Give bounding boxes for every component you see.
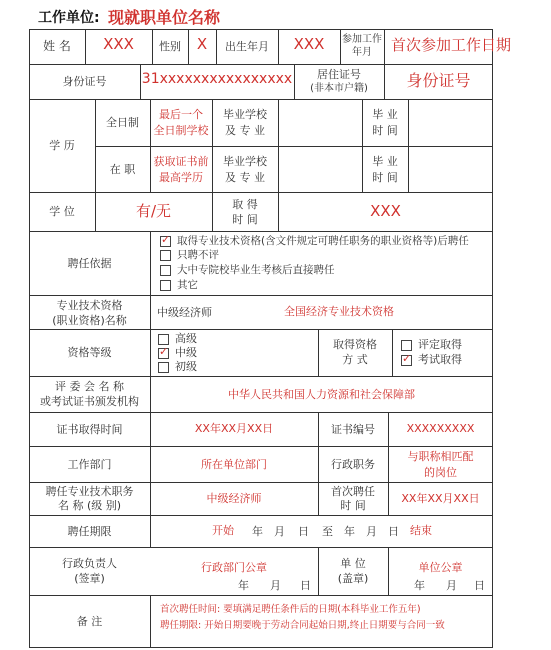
unit-label-2: (盖章) xyxy=(337,572,369,585)
term-month-1: 月 xyxy=(274,525,285,538)
school2-label-2: 及 专 业 xyxy=(225,171,265,184)
admin-label: 行政职务 xyxy=(331,458,375,471)
id-value: 31xxxxxxxxxxxxxxxx xyxy=(141,71,293,87)
fulltime-value-1: 最后一个 xyxy=(159,108,203,121)
school2-label-1: 毕业学校 xyxy=(223,155,267,168)
checkbox[interactable] xyxy=(158,334,169,345)
fulltime-value-2: 全日制学校 xyxy=(153,124,209,137)
grade-option[interactable]: 初级 xyxy=(158,360,197,373)
id-label: 身份证号 xyxy=(62,75,107,88)
first-value: XX年XX月XX日 xyxy=(401,492,480,505)
school-label-2: 及 专 业 xyxy=(225,124,265,137)
remarks-line-2: 聘任期限: 开始日期要晚于劳动合同起始日期,终止日期要与合同一致 xyxy=(160,620,445,631)
col-divider xyxy=(150,595,151,648)
basis-option[interactable]: 其它 xyxy=(160,279,198,292)
sign-month: 月 xyxy=(270,579,281,592)
admin-value-2: 的岗位 xyxy=(424,466,457,479)
school-label-1: 毕业学校 xyxy=(223,108,267,121)
unit-day: 日 xyxy=(474,579,485,592)
work-start-label: 参加工作年月 xyxy=(342,34,382,58)
unit-year: 年 xyxy=(414,579,425,592)
qualification-value: 全国经济专业技术资格 xyxy=(284,305,394,318)
term-start: 开始 xyxy=(212,524,234,537)
dept-label: 工作部门 xyxy=(67,458,112,471)
sign-label-1: 行政负责人 xyxy=(62,557,117,570)
checkbox[interactable] xyxy=(401,355,412,366)
employer-value: 现就职单位名称 xyxy=(108,8,221,27)
row-divider xyxy=(29,482,493,483)
col-divider xyxy=(318,547,319,595)
method-option[interactable]: 评定取得 xyxy=(401,338,462,351)
checkbox[interactable] xyxy=(160,280,171,291)
col-divider xyxy=(340,29,341,64)
basis-option[interactable]: 只聘不评 xyxy=(160,249,219,262)
basis-option[interactable]: ✓取得专业技术资格(含文件规定可聘任职务的职业资格等)后聘任 xyxy=(160,235,469,248)
grade-option[interactable]: ✓中级 xyxy=(158,346,197,359)
unit-value: 单位公章 xyxy=(418,561,463,574)
col-divider xyxy=(278,99,279,192)
gender-value: X xyxy=(196,35,208,53)
sign-value: 行政部门公章 xyxy=(201,561,267,574)
checkbox[interactable] xyxy=(158,348,169,359)
name-label: 姓 名 xyxy=(43,39,71,53)
post-value: 中级经济师 xyxy=(206,492,262,505)
cert-no-label: 证书编号 xyxy=(331,423,375,436)
row-divider xyxy=(29,595,493,596)
checkbox[interactable] xyxy=(158,362,169,373)
remarks-label: 备 注 xyxy=(76,615,103,628)
term-day-2: 日 xyxy=(388,525,399,538)
term-month-2: 月 xyxy=(366,525,377,538)
obtain-value: XXX xyxy=(370,202,401,220)
grad-time-label-1: 毕 业 xyxy=(372,108,398,121)
sign-label-2: (签章) xyxy=(74,572,105,585)
birth-value: XXX xyxy=(293,35,325,53)
work-start-value: 首次参加工作日期 xyxy=(391,36,512,54)
col-divider xyxy=(95,99,96,192)
basis-option[interactable]: 大中专院校毕业生考核后直接聘任 xyxy=(160,264,335,277)
inservice-value-1: 获取证书前 xyxy=(153,155,209,168)
committee-value: 中华人民共和国人力资源和社会保障部 xyxy=(228,388,415,401)
dept-value: 所在单位部门 xyxy=(201,458,267,471)
grade-option[interactable]: 高级 xyxy=(158,332,197,345)
residence-sub: (非本市户籍) xyxy=(310,83,368,94)
inservice-label: 在 职 xyxy=(109,163,136,176)
sign-day: 日 xyxy=(300,579,311,592)
method-label-2: 方 式 xyxy=(342,353,368,366)
birth-label: 出生年月 xyxy=(225,40,269,53)
residence-value: 身份证号 xyxy=(406,71,471,90)
post-label-2: 名 称 (级 别) xyxy=(57,499,122,512)
first-label-2: 时 间 xyxy=(340,499,366,512)
name-value: XXX xyxy=(103,35,134,53)
grade-label: 资格等级 xyxy=(67,346,112,359)
term-year-2: 年 xyxy=(344,525,355,538)
admin-value-1: 与职称相匹配 xyxy=(407,450,474,463)
row-divider xyxy=(29,99,493,100)
committee-label-2: 或考试证书颁发机构 xyxy=(40,395,139,408)
term-to: 至 xyxy=(322,525,333,538)
term-end: 结束 xyxy=(410,524,432,537)
degree-label: 学 位 xyxy=(49,205,75,218)
row-divider xyxy=(29,376,493,377)
checkbox[interactable] xyxy=(401,340,412,351)
checkbox[interactable] xyxy=(160,265,171,276)
method-label-1: 取得资格 xyxy=(333,338,377,351)
grad-time-label-2: 时 间 xyxy=(372,124,398,137)
row-divider xyxy=(29,547,493,548)
first-label-1: 首次聘任 xyxy=(331,485,375,498)
col-divider xyxy=(392,329,393,376)
col-divider xyxy=(408,99,409,192)
basis-label: 聘任依据 xyxy=(67,257,112,270)
term-label: 聘任期限 xyxy=(67,525,112,538)
row-divider xyxy=(95,146,493,147)
method-option[interactable]: ✓考试取得 xyxy=(401,353,462,366)
committee-label-1: 评 委 会 名 称 xyxy=(55,380,124,393)
cert-time-label: 证书取得时间 xyxy=(56,423,123,436)
gender-label: 性别 xyxy=(159,40,181,53)
term-day-1: 日 xyxy=(298,525,309,538)
sign-year: 年 xyxy=(238,579,249,592)
residence-label: 居住证号 xyxy=(317,68,361,81)
post-label-1: 聘任专业技术职务 xyxy=(45,485,134,498)
row-divider xyxy=(29,192,493,193)
employer-label: 工作单位: xyxy=(38,10,100,26)
col-divider xyxy=(384,29,385,64)
unit-label-1: 单 位 xyxy=(340,557,366,570)
qualification-label-2: (职业资格)名称 xyxy=(52,314,127,327)
education-label: 学 历 xyxy=(49,139,75,152)
row-divider xyxy=(29,329,493,330)
obtain-label-1: 取 得 xyxy=(232,198,258,211)
qualification-level-name: 中级经济师 xyxy=(157,306,212,319)
row-divider xyxy=(29,231,493,232)
cert-time-value: XX年XX月XX日 xyxy=(194,422,274,435)
obtain-label-2: 时 间 xyxy=(232,213,258,226)
grad2-time-label-2: 时 间 xyxy=(372,171,398,184)
checkbox[interactable] xyxy=(160,236,171,247)
fulltime-label: 全日制 xyxy=(106,116,139,129)
col-divider xyxy=(150,231,151,412)
grad2-time-label-1: 毕 业 xyxy=(372,155,398,168)
qualification-label-1: 专业技术资格 xyxy=(56,299,123,312)
term-year-1: 年 xyxy=(252,525,263,538)
cert-no-value: XXXXXXXXX xyxy=(406,422,475,435)
row-divider xyxy=(29,446,493,447)
unit-month: 月 xyxy=(446,579,457,592)
inservice-value-2: 最高学历 xyxy=(159,171,203,184)
remarks-line-1: 首次聘任时间: 要填满足聘任条件后的日期(本科毕业工作五年) xyxy=(160,604,421,615)
row-divider xyxy=(29,515,493,516)
row-divider xyxy=(29,64,493,65)
row-divider xyxy=(29,295,493,296)
row-divider xyxy=(29,412,493,413)
degree-value: 有/无 xyxy=(135,202,172,220)
checkbox[interactable] xyxy=(160,250,171,261)
